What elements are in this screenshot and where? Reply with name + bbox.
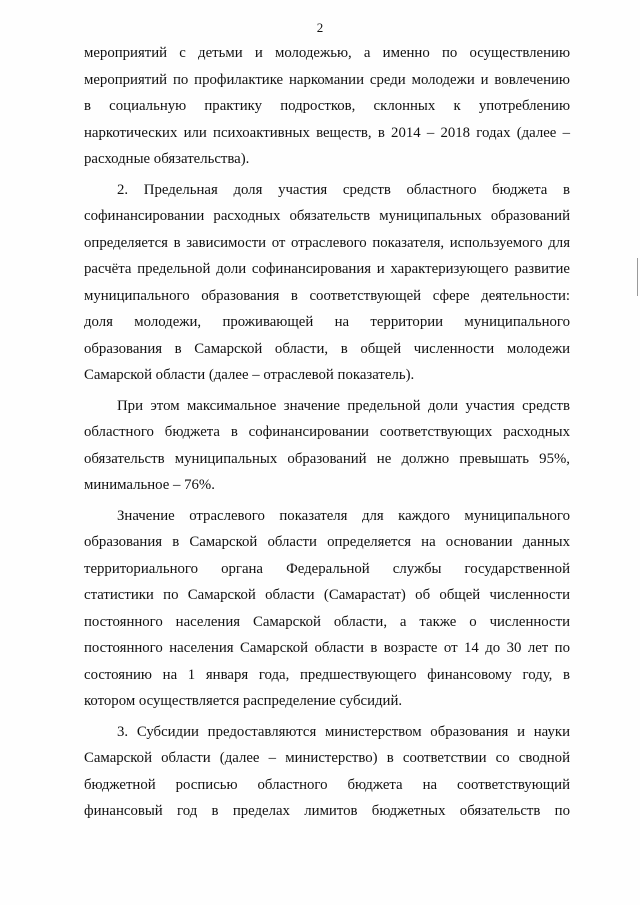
scan-edge-mark	[637, 258, 638, 296]
text-line: постоянного населения Самарской области в возрасте от 14 до 30 лет по	[84, 640, 570, 656]
page-number: 2	[316, 20, 324, 35]
text-line: 3. Субсидии предоставляются министерством образования и науки	[117, 723, 570, 740]
paragraph-1	[84, 40, 570, 173]
text-line: образования в Самарской области, в общей численности молодежи	[84, 340, 570, 357]
text-line: областного бюджета в софинансировании соответствующих расходных	[84, 424, 570, 440]
text-line: расходные обязательства).	[84, 151, 250, 167]
text-line: в социальную практику подростков, склонных к употреблению	[84, 98, 570, 114]
paragraph-2	[84, 177, 570, 389]
text-line: муниципального образования в соответствующей сфере деятельности:	[84, 287, 570, 304]
text-line: определяется в зависимости от отраслевого показателя, используемого для	[84, 234, 570, 251]
text-line: мероприятий с детьми и молодежью, а именно по осуществлению	[84, 45, 570, 61]
text-line: доля молодежи, проживающей на территории муниципального	[84, 314, 570, 330]
text-line: мероприятий по профилактике наркомании среди молодежи и вовлечению	[84, 71, 570, 88]
paragraph-4	[84, 503, 570, 715]
text-line: Самарской области (далее – отраслевой показатель).	[84, 367, 415, 383]
text-line: 2. Предельная доля участия средств областного бюджета в	[117, 181, 570, 198]
text-line: образования в Самарской области определяется на основании данных	[84, 534, 570, 550]
paragraph-3	[84, 393, 570, 499]
text-line: постоянного населения Самарской области, а также о численности	[84, 613, 570, 630]
text-line: При этом максимальное значение предельной доли участия средств	[117, 397, 570, 414]
text-line: Самарской области (далее – министерство) в соответствии со сводной	[84, 750, 570, 766]
text-line: Значение отраслевого показателя для каждого муниципального	[117, 507, 570, 524]
text-line: бюджетной росписью областного бюджета на соответствующий	[84, 776, 570, 793]
text-line: софинансировании расходных обязательств муниципальных образований	[84, 208, 570, 224]
text-line: минимальное – 76%.	[84, 477, 215, 493]
document-body	[84, 40, 570, 829]
text-line: котором осуществляется распределение субсидий.	[84, 693, 403, 709]
text-line: обязательств муниципальных образований не должно превышать 95%,	[84, 450, 570, 467]
text-line: состоянию на 1 января года, предшествующего финансовому году, в	[84, 666, 570, 683]
text-line: финансовый год в пределах лимитов бюджетных обязательств по	[84, 803, 570, 819]
text-line: расчёта предельной доли софинансирования и характеризующего развитие	[84, 261, 570, 277]
text-line: территориального органа Федеральной службы государственной	[84, 560, 570, 577]
text-line: наркотических или психоактивных веществ, в 2014 – 2018 годах (далее –	[84, 124, 570, 141]
text-line: статистики по Самарской области (Самарастат) об общей численности	[84, 587, 570, 603]
paragraph-5	[84, 719, 570, 825]
